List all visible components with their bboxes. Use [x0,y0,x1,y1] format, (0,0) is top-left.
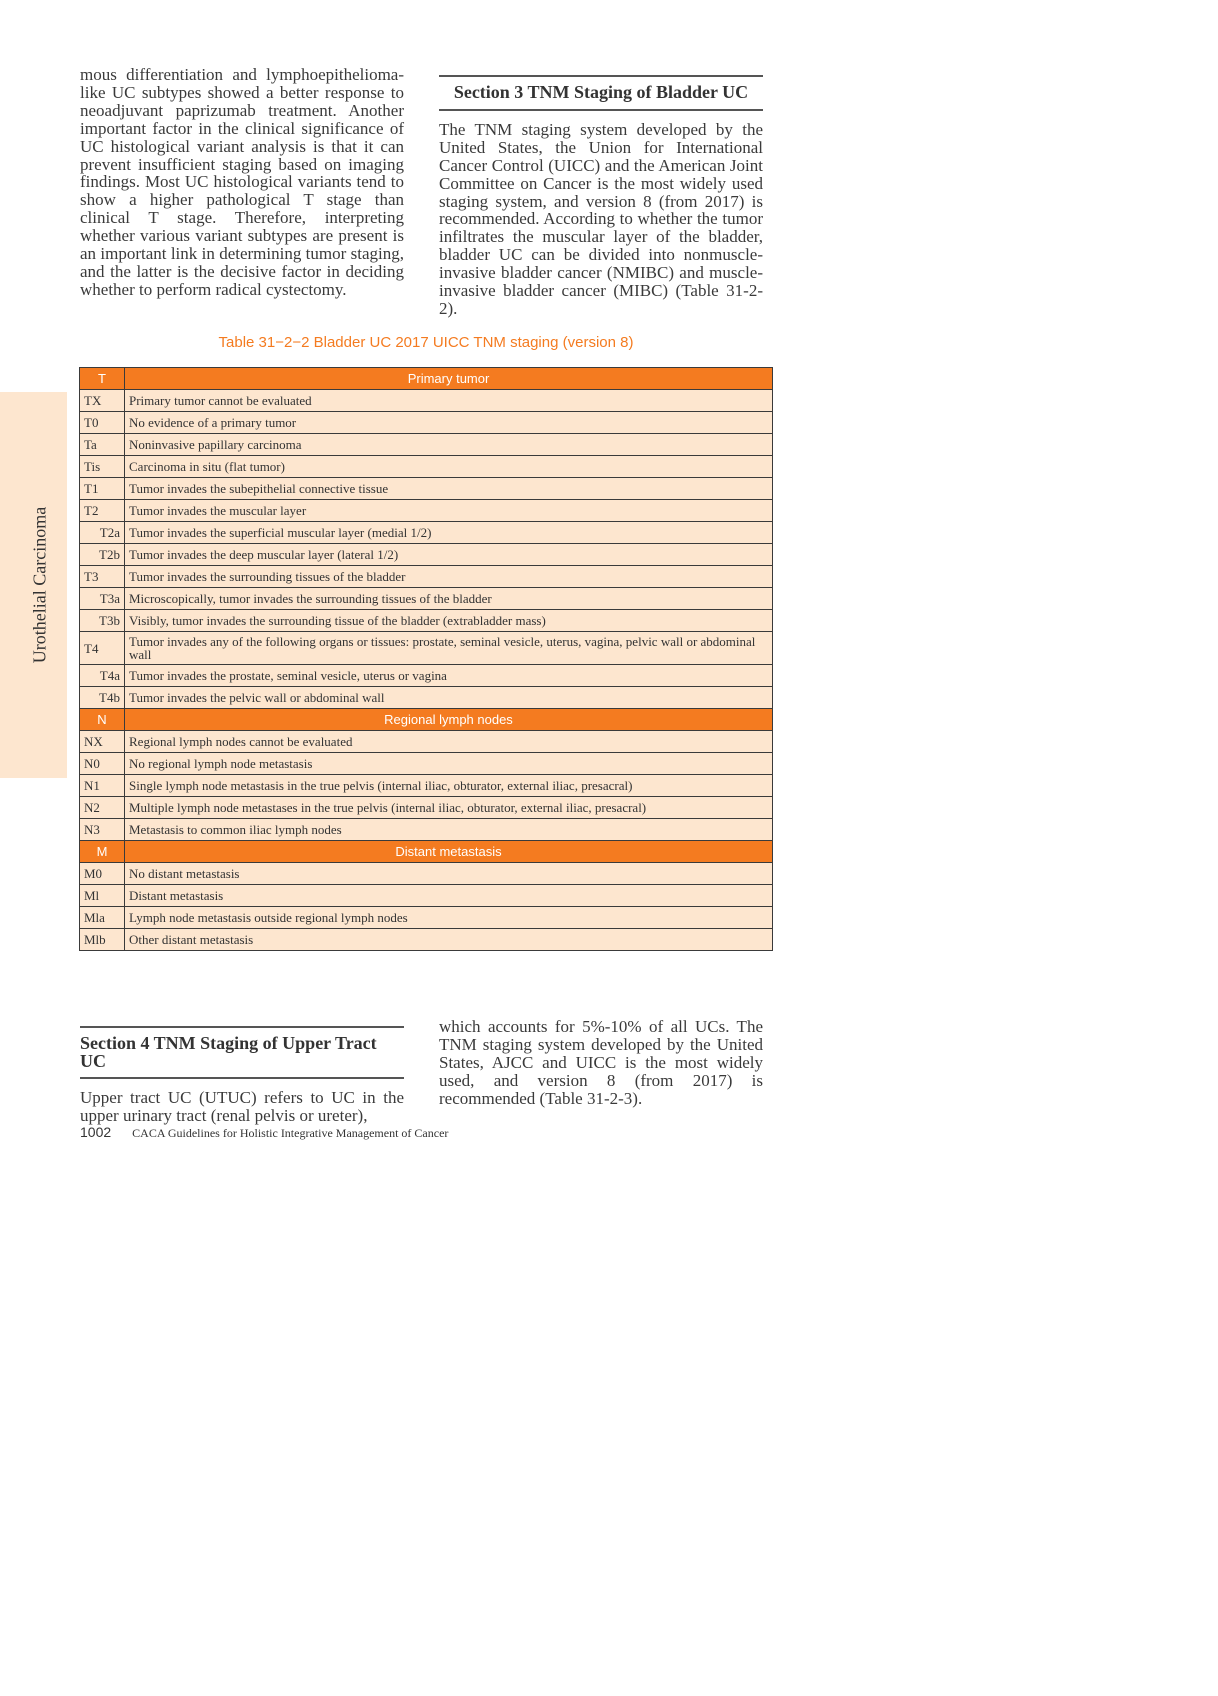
stage-code-cell: T2 [80,500,125,522]
stage-description-cell: Other distant metastasis [125,929,773,951]
table-row [80,797,773,819]
stage-code-cell: T4b [80,687,125,709]
stage-description-cell: Multiple lymph node metastases in the true pelvis (internal iliac, obturator, external iliac, presacral) [125,797,773,819]
table-row [80,544,773,566]
page-number: 1002 [80,1124,112,1140]
table-row [80,390,773,412]
stage-code-cell: Ta [80,434,125,456]
page-footer [80,1124,448,1141]
stage-code-cell: T2a [80,522,125,544]
table-group-header-row [80,368,773,390]
group-code-cell: M [80,841,125,863]
stage-description-cell: Noninvasive papillary carcinoma [125,434,773,456]
section-4-paragraph-left: Upper tract UC (UTUC) refers to UC in the upper urinary tract (renal pelvis or ureter), [80,1087,404,1125]
section-3-paragraph: The TNM staging system developed by the United States, the Union for International Cancer Control (UICC) and the American Joint Committee on Cancer is the most widely used staging system, and version 8 (from 2017) is recommended. According to whether the tumor infiltrates the muscular layer of the bladder, bladder UC can be divided into nonmuscle-invasive bladder cancer (NMIBC) and muscle-invasive bladder cancer (MIBC) (Table 31-2-2). [439,119,763,318]
stage-code-cell: M0 [80,863,125,885]
group-code-cell: T [80,368,125,390]
table-row [80,434,773,456]
stage-description-cell: Tumor invades any of the following organs or tissues: prostate, seminal vesicle, uterus, vagina, pelvic wall or abdominal wall [125,632,773,665]
section-3-heading: Section 3 TNM Staging of Bladder UC [439,75,763,111]
group-code-cell: N [80,709,125,731]
stage-description-cell: Microscopically, tumor invades the surrounding tissues of the bladder [125,588,773,610]
group-title-cell: Regional lymph nodes [125,709,773,731]
group-title-cell: Primary tumor [125,368,773,390]
table-row [80,632,773,665]
table-row [80,731,773,753]
stage-description-cell: Tumor invades the surrounding tissues of the bladder [125,566,773,588]
table-row [80,665,773,687]
stage-code-cell: T1 [80,478,125,500]
stage-code-cell: N1 [80,775,125,797]
right-column-top [439,75,763,318]
stage-description-cell: Tumor invades the deep muscular layer (lateral 1/2) [125,544,773,566]
stage-description-cell: Visibly, tumor invades the surrounding tissue of the bladder (extrabladder mass) [125,610,773,632]
stage-code-cell: T2b [80,544,125,566]
table-row [80,610,773,632]
table-group-header-row [80,841,773,863]
stage-description-cell: Regional lymph nodes cannot be evaluated [125,731,773,753]
stage-code-cell: T4 [80,632,125,665]
stage-description-cell: Single lymph node metastasis in the true pelvis (internal iliac, obturator, external iliac, presacral) [125,775,773,797]
table-row [80,753,773,775]
stage-code-cell: NX [80,731,125,753]
footer-title: CACA Guidelines for Holistic Integrative Management of Cancer [132,1126,449,1140]
stage-code-cell: Mla [80,907,125,929]
table-row [80,500,773,522]
chapter-side-tab-label: Urothelial Carcinoma [29,506,50,664]
table-row [80,456,773,478]
table-row [80,412,773,434]
stage-description-cell: Metastasis to common iliac lymph nodes [125,819,773,841]
stage-code-cell: T4a [80,665,125,687]
stage-description-cell: No regional lymph node metastasis [125,753,773,775]
stage-description-cell: Carcinoma in situ (flat tumor) [125,456,773,478]
table-row [80,819,773,841]
table-row [80,687,773,709]
stage-description-cell: Tumor invades the subepithelial connective tissue [125,478,773,500]
section-4-paragraph-right: which accounts for 5%-10% of all UCs. The TNM staging system developed by the United States, AJCC and UICC is the most widely used, and version 8 (from 2017) is recommended (Table 31-2-3). [439,1017,763,1108]
stage-description-cell: Primary tumor cannot be evaluated [125,390,773,412]
table-row [80,863,773,885]
table-row [80,588,773,610]
table-row [80,522,773,544]
table-row [80,907,773,929]
left-column-bottom [80,1018,404,1125]
table-row [80,478,773,500]
table-row [80,775,773,797]
stage-code-cell: T3b [80,610,125,632]
stage-code-cell: T3a [80,588,125,610]
table-row [80,566,773,588]
stage-description-cell: No evidence of a primary tumor [125,412,773,434]
body-paragraph: mous differentiation and lymphoepithelioma-like UC subtypes showed a better response to neoadjuvant paprizumab treatment. Another important factor in the clinical significance of UC histological variant analysis is that it can prevent insufficient staging based on imaging findings. Most UC histological variants tend to show a higher pathological T stage than clinical T stage. Therefore, interpreting whether various variant subtypes are present is an important link in determining tumor staging, and the latter is the decisive factor in deciding whether to perform radical cystectomy. [80,65,404,299]
stage-code-cell: Ml [80,885,125,907]
table-row [80,929,773,951]
tnm-table-body [80,368,773,951]
stage-description-cell: No distant metastasis [125,863,773,885]
stage-code-cell: N2 [80,797,125,819]
stage-description-cell: Distant metastasis [125,885,773,907]
right-column-bottom [439,1018,763,1108]
left-column-top [80,66,404,299]
stage-code-cell: Mlb [80,929,125,951]
stage-code-cell: T0 [80,412,125,434]
stage-description-cell: Tumor invades the prostate, seminal vesicle, uterus or vagina [125,665,773,687]
table-caption: Table 31−2−2 Bladder UC 2017 UICC TNM staging (version 8) [218,334,634,351]
stage-description-cell: Lymph node metastasis outside regional lymph nodes [125,907,773,929]
stage-code-cell: TX [80,390,125,412]
stage-code-cell: N0 [80,753,125,775]
stage-description-cell: Tumor invades the pelvic wall or abdominal wall [125,687,773,709]
table-row [80,885,773,907]
stage-code-cell: Tis [80,456,125,478]
stage-code-cell: N3 [80,819,125,841]
stage-code-cell: T3 [80,566,125,588]
section-4-heading: Section 4 TNM Staging of Upper Tract UC [80,1026,404,1079]
stage-description-cell: Tumor invades the muscular layer [125,500,773,522]
tnm-staging-table [79,367,773,951]
stage-description-cell: Tumor invades the superficial muscular layer (medial 1/2) [125,522,773,544]
group-title-cell: Distant metastasis [125,841,773,863]
table-group-header-row [80,709,773,731]
